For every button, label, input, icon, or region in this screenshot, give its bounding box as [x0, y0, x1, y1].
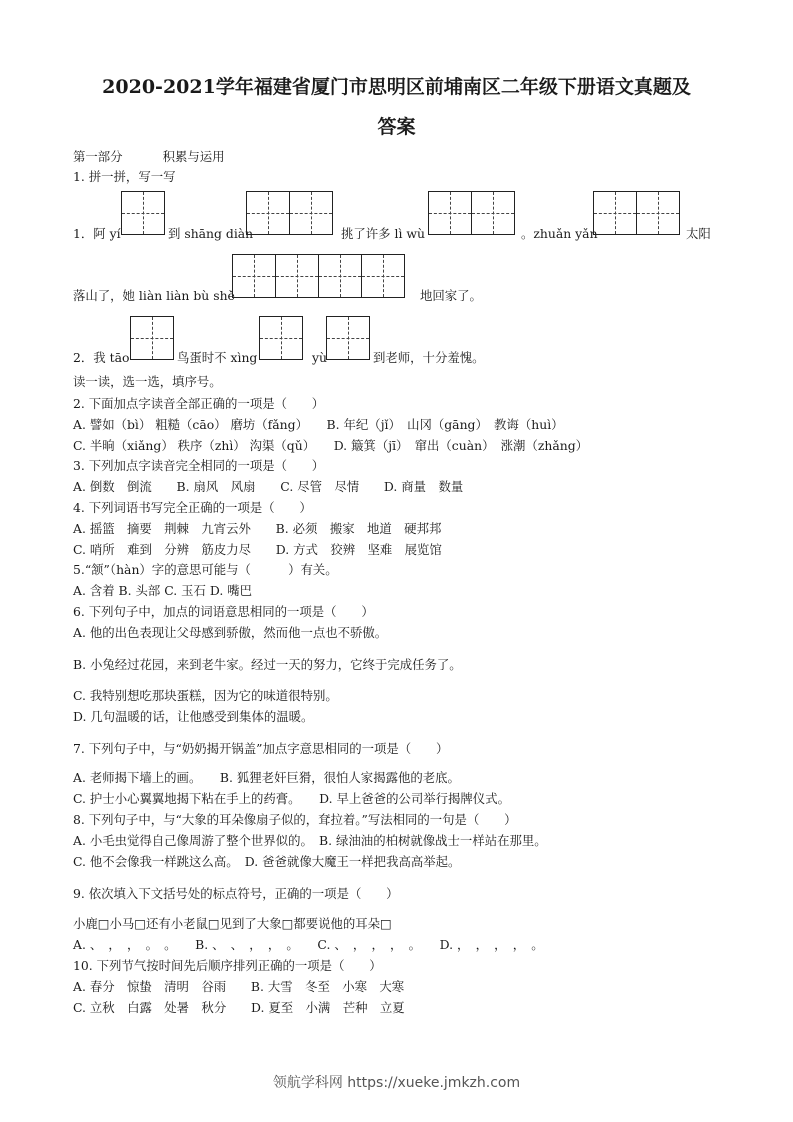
section-name: 积累与运用	[162, 149, 225, 164]
grid-cell[interactable]	[471, 191, 515, 235]
writing-grid[interactable]	[246, 191, 333, 235]
question-line: A. 摇篮 摘要 荆棘 九宵云外 B. 必须 搬家 地道 硬邦邦	[73, 521, 442, 536]
writing-grid[interactable]	[130, 316, 174, 360]
question-line: 9. 依次填入下文括号处的标点符号，正确的一项是（ ）	[73, 886, 399, 901]
grid-cell[interactable]	[232, 254, 276, 298]
q1-header: 1. 拼一拼，写一写	[73, 169, 176, 184]
question-line: A. 春分 惊蛰 清明 谷雨 B. 大雪 冬至 小寒 大寒	[73, 979, 405, 994]
grid-cell[interactable]	[326, 316, 370, 360]
section-part: 第一部分	[73, 149, 123, 164]
question-line: A. 老师揭下墙上的画。 B. 狐狸老奸巨猾，很怕人家揭露他的老底。	[73, 770, 460, 785]
question-line: C. 我特别想吃那块蛋糕，因为它的味道很特别。	[73, 688, 338, 703]
question-line: A. 小毛虫觉得自己像周游了整个世界似的。 B. 绿油油的柏树就像战士一样站在那里。	[73, 833, 547, 848]
section-heading	[73, 149, 225, 165]
writing-grid[interactable]	[121, 191, 165, 235]
grid-cell[interactable]	[636, 191, 680, 235]
grid-cell[interactable]	[246, 191, 290, 235]
question-line: 4. 下列词语书写完全正确的一项是（ ）	[73, 500, 312, 515]
grid-cell[interactable]	[275, 254, 319, 298]
grid-cell[interactable]	[259, 316, 303, 360]
grid-cell[interactable]	[318, 254, 362, 298]
writing-grid[interactable]	[593, 191, 680, 235]
q1-row2-text-b: 地回家了。	[420, 288, 482, 303]
grid-cell[interactable]	[361, 254, 405, 298]
grid-cell[interactable]	[593, 191, 637, 235]
question-line: D. 几句温暖的话，让他感受到集体的温暖。	[73, 709, 314, 724]
q1-row1-text-a: 1．阿 yí	[73, 226, 121, 241]
question-line: A. 倒数 倒流 B. 扇风 风扇 C. 尽管 尽情 D. 商量 数量	[73, 479, 464, 494]
grid-cell[interactable]	[428, 191, 472, 235]
question-line: C. 哨所 难到 分辨 筋皮力尽 D. 方式 狡辨 坚难 展览馆	[73, 542, 442, 557]
question-line: 2. 下面加点字读音全部正确的一项是（ ）	[73, 396, 325, 411]
q1-row1-text-c: 挑了许多 lì wù	[341, 226, 425, 241]
page-title-line2: 答案	[377, 116, 416, 138]
question-line: C. 立秋 白露 处暑 秋分 D. 夏至 小满 芒种 立夏	[73, 1000, 405, 1015]
instruction: 读一读，选一选，填序号。	[73, 374, 222, 389]
q1-row2-text-a: 落山了，她 liàn liàn bù shě	[73, 288, 235, 303]
q1-row3-text-c: yù	[312, 350, 327, 365]
question-line: 10. 下列节气按时间先后顺序排列正确的一项是（ ）	[73, 958, 382, 973]
question-line: C. 半晌（xiǎng） 秩序（zhì） 沟渠（qǔ） D. 簸箕（jī） 窜出（cuàn） 涨潮（zhǎng）	[73, 438, 589, 453]
question-line: B. 小兔经过花园，来到老牛家。经过一天的努力，它终于完成任务了。	[73, 657, 462, 672]
grid-cell[interactable]	[121, 191, 165, 235]
q1-row1-text-e: 太阳	[686, 226, 711, 241]
writing-grid[interactable]	[232, 254, 405, 298]
writing-grid[interactable]	[326, 316, 370, 360]
question-line: A. 他的出色表现让父母感到骄傲，然而他一点也不骄傲。	[73, 625, 388, 640]
writing-grid[interactable]	[428, 191, 515, 235]
q1-row1-text-b: 到 shāng diàn	[168, 226, 254, 241]
question-line: 3. 下列加点字读音完全相同的一项是（ ）	[73, 458, 325, 473]
question-line: 8. 下列句子中，与“大象的耳朵像扇子似的，耷拉着。”写法相同的一句是（ ）	[73, 812, 517, 827]
footer-watermark: 领航学科网 https://xueke.jmkzh.com	[272, 1075, 521, 1091]
question-line: A. 、 ， ， 。 。 B. 、 、 ， ， 。 C. 、 ， ， ， 。 D. ， ， ， ， 。	[73, 937, 544, 952]
question-line: C. 护士小心翼翼地揭下粘在手上的药膏。 D. 早上爸爸的公司举行揭牌仪式。	[73, 791, 510, 806]
page-title: 2020-2021学年福建省厦门市思明区前埔南区二年级下册语文真题及	[102, 76, 691, 98]
question-line: A. 含着 B. 头部 C. 玉石 D. 嘴巴	[73, 583, 253, 598]
grid-cell[interactable]	[130, 316, 174, 360]
grid-cell[interactable]	[289, 191, 333, 235]
question-line: A. 譬如（bì） 粗糙（cāo） 磨坊（fǎng） B. 年纪（jǐ） 山冈（gāng） 教诲（huì）	[73, 417, 564, 432]
q1-row1-text-d: 。zhuǎn yǎn	[521, 226, 598, 241]
question-line: 7. 下列句子中，与“奶奶揭开锅盖”加点字意思相同的一项是（ ）	[73, 741, 449, 756]
question-line: 小鹿□小马□还有小老鼠□见到了大象□都要说他的耳朵□	[73, 916, 392, 931]
question-line: C. 他不会像我一样跳这么高。 D. 爸爸就像大魔王一样把我高高举起。	[73, 854, 461, 869]
writing-grid[interactable]	[259, 316, 303, 360]
q1-row3-text-a: 2．我 tāo	[73, 350, 130, 365]
question-line: 6. 下列句子中，加点的词语意思相同的一项是（ ）	[73, 604, 374, 619]
q1-row3-text-b: 鸟蛋时不 xìng	[177, 350, 258, 365]
q1-row3-text-d: 到老师，十分羞愧。	[373, 350, 485, 365]
question-line: 5.“颔”（hàn）字的意思可能与（ ）有关。	[73, 562, 338, 577]
